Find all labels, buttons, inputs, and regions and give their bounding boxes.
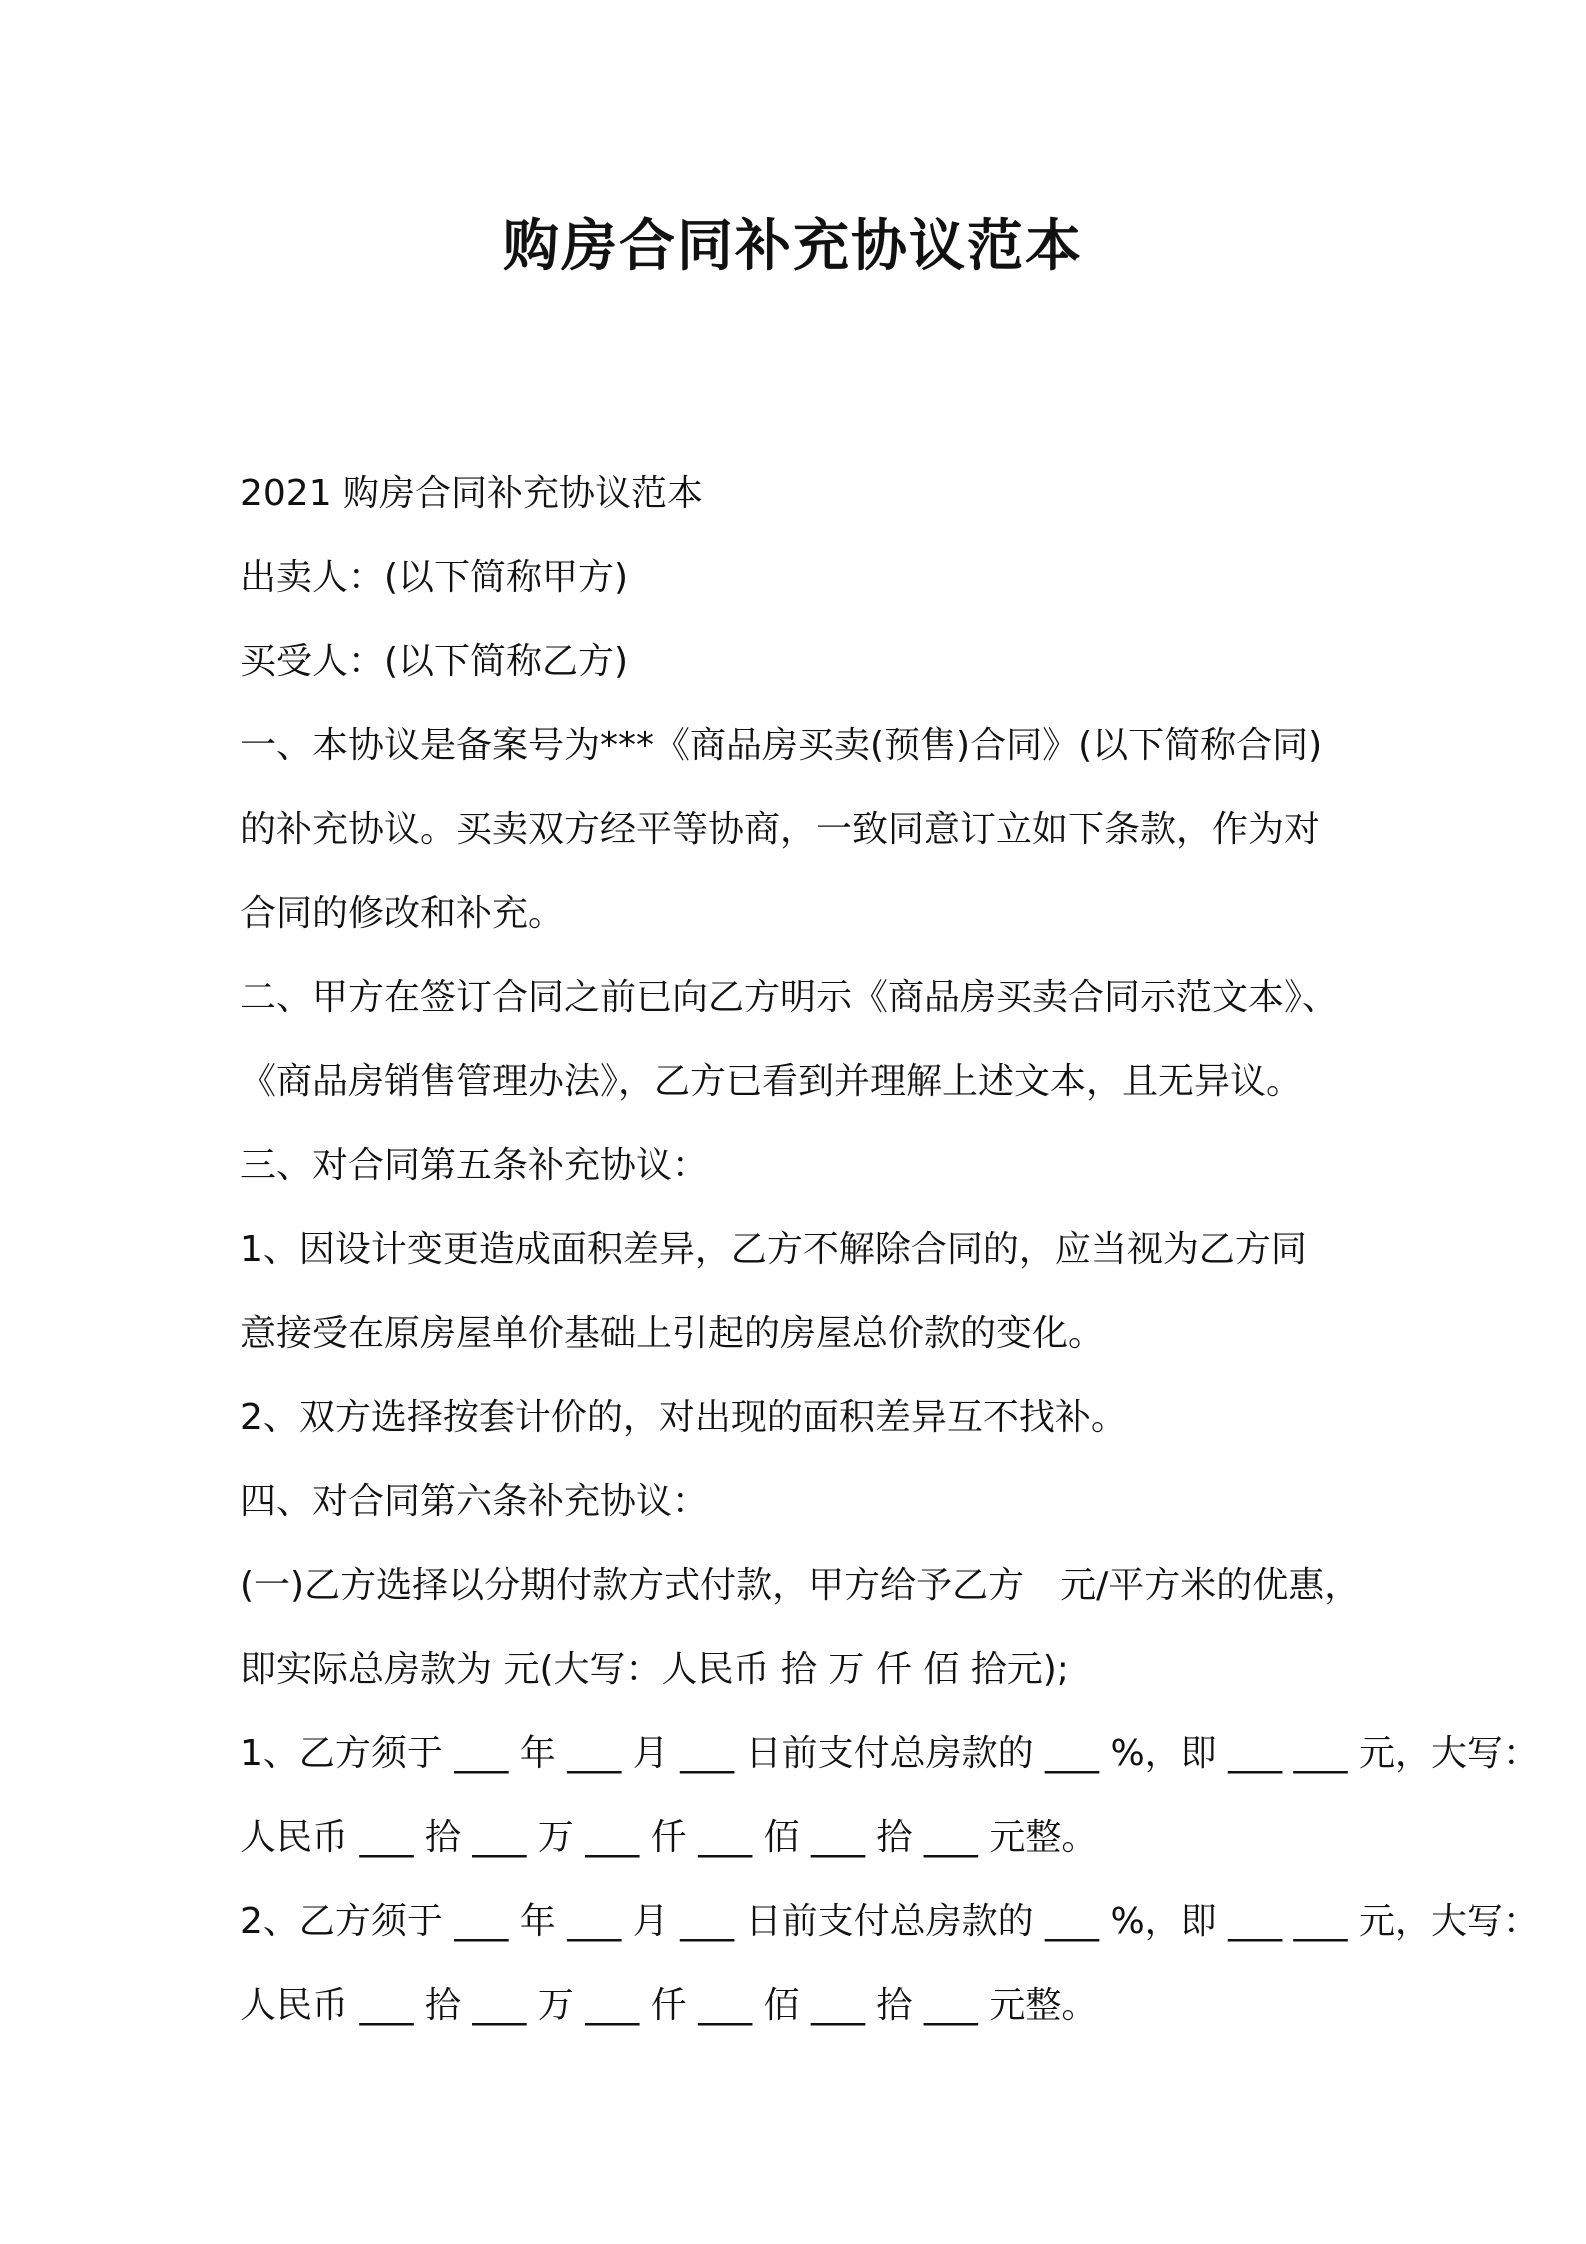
paragraph-line: 1、乙方须于 ___ 年 ___ 月 ___ 日前支付总房款的 ___ %，即 ___ ___ 元，大写：	[240, 1733, 1539, 1774]
paragraph-line: 合同的修改和补充。	[240, 893, 565, 934]
paragraph-line: 即实际总房款为 元(大写：人民币 拾 万 仟 佰 拾元);	[240, 1649, 1069, 1690]
paragraph-line: 2021 购房合同补充协议范本	[240, 473, 704, 514]
paragraph-line: 《商品房销售管理办法》，乙方已看到并理解上述文本，且无异议。	[240, 1061, 1303, 1102]
paragraph-line: (一)乙方选择以分期付款方式付款，甲方给予乙方 元/平方米的优惠，	[240, 1565, 1361, 1606]
document-title: 购房合同补充协议范本	[503, 214, 1083, 279]
paragraph-line: 三、对合同第五条补充协议：	[240, 1145, 709, 1186]
paragraph-line: 人民币 ___ 拾 ___ 万 ___ 仟 ___ 佰 ___ 拾 ___ 元整。	[240, 1985, 1098, 2026]
paragraph-line: 二、甲方在签订合同之前已向乙方明示《商品房买卖合同示范文本》、	[240, 977, 1339, 1018]
document-body	[240, 452, 1539, 2048]
paragraph-line: 1、因设计变更造成面积差异，乙方不解除合同的，应当视为乙方同	[240, 1229, 1307, 1270]
paragraph-line: 2、双方选择按套计价的，对出现的面积差异互不找补。	[240, 1397, 1127, 1438]
paragraph-line: 买受人：(以下简称乙方)	[240, 641, 629, 682]
paragraph-line: 出卖人：(以下简称甲方)	[240, 557, 629, 598]
paragraph-line: 2、乙方须于 ___ 年 ___ 月 ___ 日前支付总房款的 ___ %，即 ___ ___ 元，大写：	[240, 1901, 1539, 1942]
paragraph-line: 人民币 ___ 拾 ___ 万 ___ 仟 ___ 佰 ___ 拾 ___ 元整。	[240, 1817, 1098, 1858]
paragraph-line: 意接受在原房屋单价基础上引起的房屋总价款的变化。	[240, 1313, 1105, 1354]
paragraph-line: 一、本协议是备案号为***《商品房买卖(预售)合同》(以下简称合同)	[240, 725, 1323, 766]
paragraph-line: 的补充协议。买卖双方经平等协商，一致同意订立如下条款，作为对	[240, 809, 1321, 850]
paragraph-line: 四、对合同第六条补充协议：	[240, 1481, 709, 1522]
